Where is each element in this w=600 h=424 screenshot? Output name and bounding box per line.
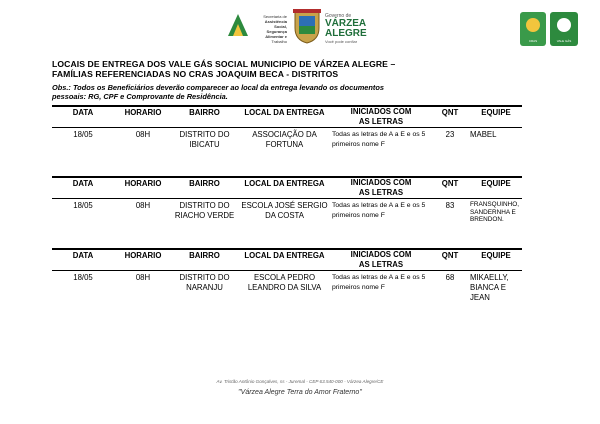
cell-bairro: DISTRITO DO NARANJU bbox=[179, 273, 230, 292]
vale-gas-badge-label: VALE GÁS bbox=[556, 39, 572, 43]
cell-local: ASSOCIAÇÃO DA FORTUNA bbox=[252, 130, 317, 149]
cell-horario: 08H bbox=[135, 130, 151, 139]
cras-badge bbox=[520, 12, 546, 46]
title-line-2: FAMÍLIAS REFERENCIADAS NO CRAS JOAQUIM BECA - DISTRITOS bbox=[52, 69, 339, 79]
gov-big-text: VÁRZEA ALEGRE bbox=[325, 18, 367, 39]
cell-local: ESCOLA JOSÉ SERGIO DA COSTA bbox=[241, 201, 328, 220]
cell-bairro: DISTRITO DO IBICATU bbox=[179, 130, 230, 149]
table-row bbox=[52, 199, 522, 224]
col-qnt: QNT bbox=[430, 106, 470, 128]
col-iniciados-1: INICIADOS COM bbox=[350, 250, 412, 259]
col-equipe: EQUIPE bbox=[470, 249, 522, 271]
sun-icon bbox=[526, 18, 540, 32]
cell-equipe: FRANSQUINHO, SANDERNHA E BRENDON. bbox=[470, 201, 519, 223]
footer-motto: "Várzea Alegre Terra do Amor Fraterno" bbox=[238, 389, 362, 396]
col-equipe: EQUIPE bbox=[470, 177, 522, 199]
col-iniciados-2: AS LETRAS bbox=[358, 117, 404, 126]
secretaria-line: Segurança Alimentar e bbox=[265, 29, 287, 39]
col-horario: HORARIO bbox=[114, 106, 172, 128]
col-bairro: BAIRRO bbox=[172, 106, 237, 128]
col-qnt: QNT bbox=[430, 249, 470, 271]
col-data: DATA bbox=[52, 249, 114, 271]
col-iniciados bbox=[332, 249, 430, 271]
col-iniciados-2: AS LETRAS bbox=[358, 260, 404, 269]
col-horario: HORARIO bbox=[114, 177, 172, 199]
secretaria-line: Secretaria de bbox=[263, 14, 287, 19]
vale-gas-badge bbox=[550, 12, 578, 46]
corner-badges bbox=[520, 12, 582, 48]
delivery-table-ibicatu bbox=[52, 105, 522, 150]
leaf-icon bbox=[557, 18, 571, 32]
title-line-1: LOCAIS DE ENTREGA DOS VALE GÁS SOCIAL MUNICIPIO DE VÁRZEA ALEGRE – bbox=[52, 59, 396, 69]
table-row bbox=[52, 128, 522, 151]
government-brand bbox=[325, 13, 395, 44]
col-local: LOCAL DA ENTREGA bbox=[237, 106, 332, 128]
cell-iniciados: Todas as letras de A a E e os 5 primeiros nome F bbox=[332, 131, 426, 148]
cell-local: ESCOLA PEDRO LEANDRO DA SILVA bbox=[247, 273, 322, 292]
col-data: DATA bbox=[52, 106, 114, 128]
cell-qnt: 68 bbox=[445, 273, 455, 282]
secretaria-line: Assistência Social, bbox=[264, 19, 287, 29]
cell-qnt: 83 bbox=[445, 201, 455, 210]
footer-address: Av. Tristão Antônio Gonçalves, ss - Juremal - CEP 63.540-000 - Várzea Alegre/CE bbox=[216, 379, 384, 384]
cell-equipe: MABEL bbox=[470, 130, 497, 139]
col-iniciados bbox=[332, 177, 430, 199]
secretaria-text bbox=[253, 14, 287, 44]
table-header-row bbox=[52, 249, 522, 271]
delivery-table-riacho-verde bbox=[52, 176, 522, 224]
cell-data: 18/05 bbox=[73, 201, 93, 210]
cell-horario: 08H bbox=[135, 201, 151, 210]
obs-line-2: pessoais: RG, CPF e Comprovante de Residência. bbox=[52, 92, 228, 101]
cell-horario: 08H bbox=[135, 273, 151, 282]
gov-small-text: Governo de bbox=[325, 13, 352, 19]
municipal-seal-icon bbox=[291, 8, 323, 44]
cell-qnt: 23 bbox=[445, 130, 455, 139]
col-iniciados-2: AS LETRAS bbox=[358, 188, 404, 197]
cell-data: 18/05 bbox=[73, 130, 93, 139]
secretaria-line: Trabalho bbox=[271, 39, 287, 44]
cras-badge-label: CRAS bbox=[528, 39, 538, 43]
col-local: LOCAL DA ENTREGA bbox=[237, 249, 332, 271]
col-iniciados-1: INICIADOS COM bbox=[350, 107, 412, 116]
delivery-table-naranju bbox=[52, 248, 522, 303]
table-header-row bbox=[52, 177, 522, 199]
cell-bairro: DISTRITO DO RIACHO VERDE bbox=[174, 201, 235, 220]
col-qnt: QNT bbox=[430, 177, 470, 199]
header-logos bbox=[225, 8, 395, 48]
col-local: LOCAL DA ENTREGA bbox=[237, 177, 332, 199]
col-equipe: EQUIPE bbox=[470, 106, 522, 128]
table-row bbox=[52, 271, 522, 304]
col-bairro: BAIRRO bbox=[172, 177, 237, 199]
table-header-row bbox=[52, 106, 522, 128]
cell-iniciados: Todas as letras de A a E e os 5 primeiros nome F bbox=[332, 202, 426, 219]
col-data: DATA bbox=[52, 177, 114, 199]
col-iniciados bbox=[332, 106, 430, 128]
col-horario: HORARIO bbox=[114, 249, 172, 271]
col-iniciados-1: INICIADOS COM bbox=[350, 178, 412, 187]
col-bairro: BAIRRO bbox=[172, 249, 237, 271]
observation-note bbox=[52, 83, 522, 101]
gov-tagline: Você pode confiar bbox=[325, 39, 358, 44]
page-title bbox=[52, 59, 395, 79]
secretaria-logo-icon bbox=[225, 10, 251, 40]
cell-iniciados: Todas as letras de A a E e os 5 primeiros nome F bbox=[332, 274, 426, 291]
cell-data: 18/05 bbox=[73, 273, 93, 282]
cell-equipe: MIKAELLY, BIANCA E JEAN bbox=[470, 273, 509, 302]
obs-line-1: Obs.: Todos os Beneficiários deverão comparecer ao local da entrega levando os documentos bbox=[52, 83, 384, 92]
